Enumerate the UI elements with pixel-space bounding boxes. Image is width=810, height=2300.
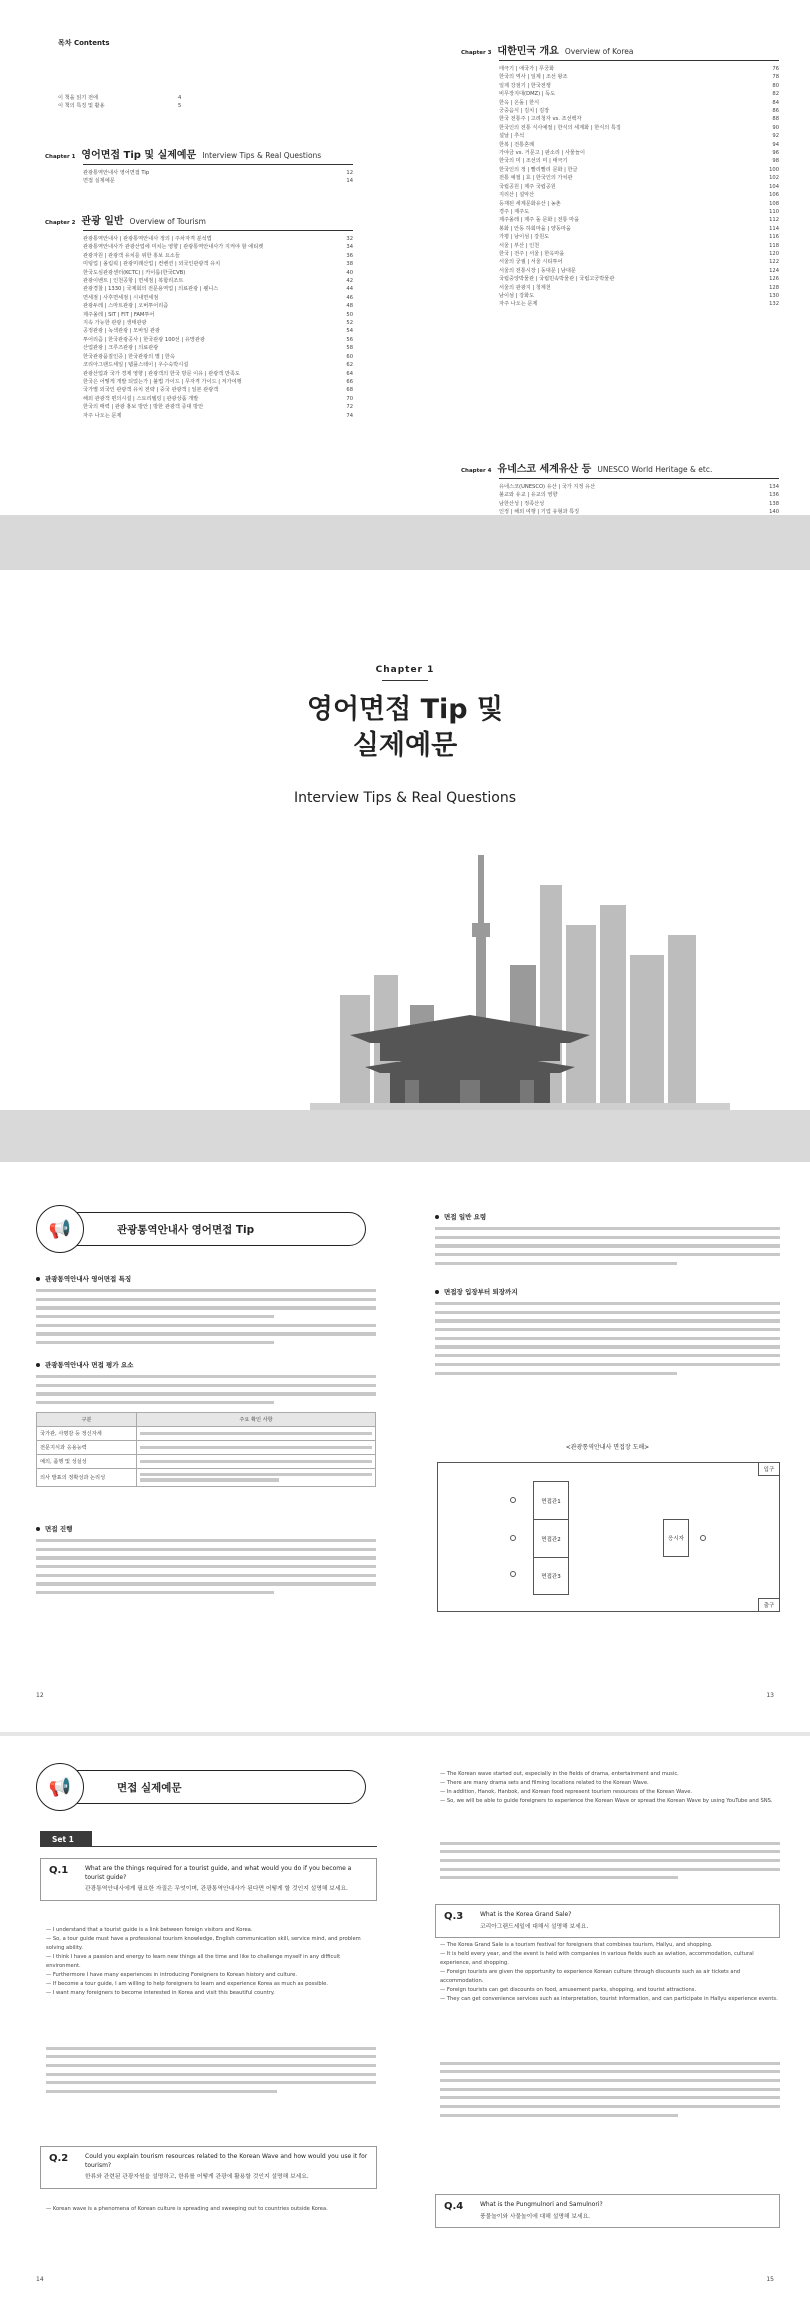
toc-entry[interactable]: 전통 예절 | 효 | 한국인의 가치관 102 bbox=[499, 175, 779, 182]
question-korean: 코리아그랜드세일에 대해서 설명해 보세요. bbox=[480, 1923, 589, 1930]
question-card bbox=[40, 1858, 377, 1901]
toc-intro bbox=[58, 94, 198, 111]
answer-line: — The Korea Grand Sale is a tourism festival for foreigners that combines tourism, Hallyu, and shopping. bbox=[440, 1942, 713, 1948]
answer-line: — In addition, Hanok, Hanbok, and Korean food represent tourism resources of the Korean Wave. bbox=[440, 1789, 693, 1795]
interview-room-diagram bbox=[437, 1462, 780, 1612]
page-gap bbox=[0, 1110, 810, 1162]
section bbox=[36, 1524, 376, 1600]
table-row: 전문지식과 응용능력 bbox=[37, 1441, 376, 1455]
question-korean: 풍물놀이와 사물놀이에 대해 설명해 보세요. bbox=[480, 2213, 591, 2220]
toc-entry[interactable]: 지속 가능한 관광 | 생태관광 52 bbox=[83, 320, 353, 327]
chapter-subtitle: Interview Tips & Real Questions bbox=[293, 790, 517, 806]
question-number: Q.4 bbox=[444, 2201, 464, 2212]
answer-line: — If become a tour guide, I am willing to help foreigners to learn and experience Korea as much as possible. bbox=[46, 1981, 328, 1987]
chapter-title-ko: 관광 일반 bbox=[81, 216, 124, 227]
answer-line: — I think I have a passion and energy to learn new things all the time and like to challenge myself in any difficult environment. bbox=[46, 1954, 341, 1969]
toc-entry[interactable]: 한국의 매력 | 관광 홍보 방안 | 방한 관광객 증대 방안 72 bbox=[83, 404, 353, 411]
toc-entry[interactable]: 이 책을 읽기 전에 4 bbox=[58, 95, 182, 101]
answer-line: — There are many drama sets and filming locations related to the Korean Wave. bbox=[440, 1780, 649, 1786]
toc-entry[interactable]: 한국인의 정 | 빨리빨리 문화 | 한글 100 bbox=[499, 166, 779, 173]
question-korean: 한류와 관련된 관광자원을 설명하고, 한류를 어떻게 관광에 활용할 것인지 설명해 보세요. bbox=[85, 2174, 309, 2180]
toc-entry[interactable]: 국가별 외국인 관광객 유치 전략 | 중국 관광객 | 일본 관광객 68 bbox=[83, 387, 353, 394]
toc-chapter1 bbox=[45, 146, 353, 186]
toc-entry[interactable]: 일제 강점기 | 한국전쟁 80 bbox=[499, 82, 779, 89]
toc-chapter4 bbox=[461, 460, 779, 517]
answer-korean bbox=[46, 2041, 376, 2099]
diagram-title: <관광통역안내사 면접장 도해> bbox=[565, 1444, 650, 1451]
question-number: Q.2 bbox=[49, 2153, 69, 2164]
megaphone-icon: 📢 bbox=[36, 1763, 84, 1811]
toc-entry[interactable]: 서울 | 부산 | 인천 118 bbox=[499, 242, 779, 249]
megaphone-icon: 📢 bbox=[36, 1205, 84, 1253]
chapter-title-en: Overview of Tourism bbox=[129, 217, 206, 226]
toc-entry[interactable]: 면접 실제예문 14 bbox=[83, 178, 353, 185]
toc-entry[interactable]: 한국은 어떻게 개발 되었는가 | 불법 가이드 | 무자격 가이드 | 저가여행 66 bbox=[83, 378, 353, 385]
chair-icon bbox=[510, 1497, 516, 1503]
page-number: 12 bbox=[36, 1692, 44, 1699]
toc-entry[interactable]: 제주올레 | SIT | FIT | FAM투어 50 bbox=[83, 311, 353, 318]
section-title: 면접 진행 bbox=[36, 1524, 376, 1533]
toc-entry[interactable]: 태극기 | 애국가 | 무궁화 76 bbox=[499, 66, 779, 72]
page-gap bbox=[0, 515, 810, 570]
chair-icon bbox=[700, 1535, 706, 1541]
toc-entry[interactable]: 관광두레 | 스마트관광 | 오버투어리즘 48 bbox=[83, 303, 353, 310]
entrance-label: 입구 bbox=[758, 1462, 780, 1476]
answer-line: — Korean wave is a phenomena of Korean culture is spreading and sweeping out to countries outside Korea. bbox=[46, 2206, 328, 2212]
toc-entry[interactable]: 한국인의 전통 식사예절 | 한식의 세계화 | 한식의 특징 90 bbox=[499, 124, 779, 131]
section bbox=[36, 1274, 376, 1350]
page-13 bbox=[405, 1162, 810, 1732]
toc-entry[interactable]: 관광통역안내사 | 관광통역안내사 정의 | 주차자격 분석법 32 bbox=[83, 236, 353, 242]
page-header-title: 면접 실제예문 bbox=[117, 1781, 182, 1794]
question-card bbox=[435, 1904, 780, 1938]
chapter-title-ko: 영어면접 Tip 및 실제예문 bbox=[81, 150, 197, 161]
toc-entry[interactable]: 경주 | 제주도 110 bbox=[499, 208, 779, 215]
toc-header: 목차 Contents bbox=[58, 39, 110, 47]
toc-left-page bbox=[0, 0, 405, 515]
answer-line: — Furthermore I have many experiences in introducing Foreigners to Korean history and culture. bbox=[46, 1972, 297, 1978]
answer-block bbox=[46, 1926, 376, 1998]
chapter-title-ko: 대한민국 개요 bbox=[497, 46, 559, 57]
answer-line: — Foreign tourists can get discounts on food, amusement parks, shopping, and tourist attractions. bbox=[440, 1987, 697, 1993]
chapter-number: Chapter 3 bbox=[461, 50, 492, 56]
interviewer-seat: 면접관2 bbox=[534, 1520, 568, 1558]
set-rule bbox=[92, 1846, 377, 1847]
page-14 bbox=[0, 1736, 405, 2300]
answer-line: — So, we will be able to guide foreigners to experience the Korean Wave or spread the Korean Wave by using YouTube and SNS. bbox=[440, 1798, 773, 1804]
answer-block bbox=[440, 1770, 780, 1806]
interviewer-desk bbox=[533, 1481, 569, 1595]
toc-chapter3 bbox=[461, 42, 779, 309]
toc-entry[interactable]: 관광자원 | 관광객 유치를 위한 홍보 요소들 36 bbox=[83, 252, 353, 259]
toc-entry[interactable]: 남이섬 | 강화도 130 bbox=[499, 292, 779, 299]
question-english: What are the things required for a tourist guide, and what would you do if you become a tourist guide? bbox=[85, 1865, 352, 1881]
toc-entry[interactable]: 관광통역안내사 영어면접 Tip 12 bbox=[83, 170, 353, 176]
chair-icon bbox=[510, 1571, 516, 1577]
answer-korean bbox=[440, 1836, 780, 1885]
toc-entry[interactable]: 한국의 미 | 조선의 미 | 태극기 98 bbox=[499, 158, 779, 165]
toc-entry[interactable]: 한국도심관광센터(KCTC) | 카이룸(한국CVB) 40 bbox=[83, 269, 353, 276]
toc-entry[interactable]: 한국관광품질인증 | 한국관광의 별 | 한옥 60 bbox=[83, 353, 353, 360]
toc-entry[interactable]: 한옥 | 온돌 | 한식 84 bbox=[499, 99, 779, 106]
question-english: Could you explain tourism resources related to the Korean Wave and how would you use it for tourism? bbox=[85, 2153, 368, 2169]
section bbox=[435, 1287, 780, 1380]
answer-line: — So, a tour guide must have a professional tourism knowledge, English communication skill, service mind, and problem solving ability. bbox=[46, 1936, 361, 1951]
section-title: 면접 일반 요령 bbox=[435, 1212, 780, 1221]
chapter-title-ko: 유네스코 세계유산 등 bbox=[497, 464, 592, 475]
page-header bbox=[36, 1770, 366, 1804]
paragraph-text bbox=[36, 1289, 376, 1344]
question-english: What is the Pungmulnori and Samulnori? bbox=[480, 2201, 603, 2208]
toc-entry[interactable]: 인정 | 해외 여행 | 기업 유형과 특징 140 bbox=[499, 509, 779, 516]
candidate-seat: 응시자 bbox=[663, 1519, 689, 1557]
chapter-number: Chapter 4 bbox=[461, 468, 492, 474]
table-row: 국가관, 사명감 등 정신자세 bbox=[37, 1427, 376, 1441]
chapter-opener-page bbox=[0, 570, 810, 1110]
chapter-number: Chapter 1 bbox=[45, 154, 76, 160]
page-number: 15 bbox=[766, 2276, 774, 2283]
question-english: What is the Korea Grand Sale? bbox=[480, 1911, 572, 1918]
toc-entry[interactable]: 해외 관광객 편의시설 | 스토리텔링 | 관광상품 개발 70 bbox=[83, 395, 353, 402]
answer-korean bbox=[440, 2056, 780, 2122]
chair-icon bbox=[510, 1535, 516, 1541]
interviewer-seat: 면접관3 bbox=[541, 1574, 561, 1580]
chapter-title: 영어면접 Tip 및 실제예문 bbox=[306, 694, 504, 761]
table-header: 주요 확인 사항 bbox=[137, 1413, 376, 1427]
question-number: Q.1 bbox=[49, 1865, 69, 1876]
question-korean: 관광통역안내사에게 필요한 자질은 무엇이며, 관광통역안내사가 된다면 어떻게 할 것인지 설명해 보세요. bbox=[85, 1886, 348, 1892]
toc-entry[interactable]: 지리산 | 설악산 106 bbox=[499, 192, 779, 199]
answer-line: — I want many foreigners to become interested in Korea and visit this beautiful country. bbox=[46, 1990, 275, 1996]
toc-entry[interactable]: 산업관광 | 크루즈관광 | 의료관광 58 bbox=[83, 345, 353, 352]
chapter-title-en: Interview Tips & Real Questions bbox=[202, 151, 322, 160]
toc-entry[interactable]: 설날 | 추석 92 bbox=[499, 133, 779, 140]
chapter-label: Chapter 1 bbox=[375, 665, 435, 675]
table-row: 의사 발표의 정확성과 논리성 bbox=[37, 1469, 376, 1486]
toc-entry[interactable]: 국립중앙박물관 | 국립민속박물관 | 국립고궁박물관 126 bbox=[499, 276, 779, 283]
toc-entry[interactable]: 유네스코(UNESCO) 유산 | 국가 지정 유산 134 bbox=[499, 484, 779, 490]
toc-entry[interactable]: 제주올레 | 제주 돌 문화 | 전통 마을 112 bbox=[499, 217, 779, 224]
toc-entry[interactable]: 국립공원 | 제주 국립공원 104 bbox=[499, 183, 779, 190]
toc-entry[interactable]: 봉화 | 안동 하회마을 | 양동마을 114 bbox=[499, 225, 779, 232]
toc-entry[interactable]: 관광경찰 | 1330 | 국제회의 전문용역업 | 의료관광 | 웰니스 44 bbox=[83, 286, 353, 293]
toc-entry[interactable]: 등재된 세계문화유산 | 농촌 108 bbox=[499, 200, 779, 207]
section-title: 관광통역안내사 면접 평가 요소 bbox=[36, 1360, 376, 1369]
answer-line: — The Korean wave started out, especially in the fields of drama, entertainment and music. bbox=[440, 1771, 679, 1777]
chapter-label-underline bbox=[382, 680, 428, 681]
toc-entry[interactable]: 미팅업 | 올림픽 | 관광미래산업 | 컨벤션 | 외국인관광객 유치 38 bbox=[83, 261, 353, 268]
section-title: 관광통역안내사 영어면접 특징 bbox=[36, 1274, 376, 1283]
table-row: 예의, 품행 및 성실성 bbox=[37, 1455, 376, 1469]
toc-entry[interactable]: 공정관광 | 녹색관광 | 모바일 관광 54 bbox=[83, 328, 353, 335]
toc-entry[interactable]: 서울의 전통시장 | 동대문 | 남대문 124 bbox=[499, 267, 779, 274]
toc-entry[interactable]: 관광이벤트 | 인천공항 | 면세점 | 복합리조트 42 bbox=[83, 278, 353, 285]
set-label: Set 1 bbox=[40, 1831, 92, 1847]
toc-entry[interactable]: 한복 | 전통혼례 94 bbox=[499, 141, 779, 148]
toc-entry[interactable]: 관광산업과 국가 경제 영향 | 관광객의 한국 방문 이유 | 관광객 만족도 64 bbox=[83, 370, 353, 377]
toc-entry[interactable]: 코리아그랜드세일 | 템플스테이 | 우수숙박시설 62 bbox=[83, 362, 353, 369]
answer-line: — Foreign tourists are given the opportunity to experience Korean culture through discounts such as air tickets and accommodation. bbox=[440, 1969, 741, 1984]
toc-entry[interactable]: 한국 | 전주 | 서울 | 한옥마을 120 bbox=[499, 250, 779, 257]
chapter-title-en: Overview of Korea bbox=[564, 47, 634, 56]
question-card bbox=[40, 2146, 377, 2189]
page-number: 14 bbox=[36, 2276, 44, 2283]
answer-line: — It is held every year, and the event is held with companies in various fields such as aviation, accommodation, cultural experience, and shopping. bbox=[440, 1951, 754, 1966]
toc-entry[interactable]: 관광통역안내사가 관광산업에 미치는 영향 | 관광통역안내사가 지켜야 할 에티켓 34 bbox=[83, 244, 353, 251]
toc-entry[interactable]: 이 책의 특징 및 활용 5 bbox=[58, 103, 182, 110]
toc-entry[interactable]: 궁중음식 | 김치 | 김장 86 bbox=[499, 108, 779, 115]
section-title: 면접장 입장부터 퇴장까지 bbox=[435, 1287, 780, 1296]
chapter-number: Chapter 2 bbox=[45, 220, 76, 226]
seoul-skyline-illustration bbox=[310, 845, 730, 1110]
page-number: 13 bbox=[766, 1692, 774, 1699]
question-card bbox=[435, 2194, 780, 2228]
toc-entry[interactable]: 가평 | 남이섬 | 강원도 116 bbox=[499, 234, 779, 241]
section bbox=[435, 1212, 780, 1270]
toc-entry[interactable]: 가야금 vs. 거문고 | 판소리 | 사물놀이 96 bbox=[499, 150, 779, 157]
toc-entry[interactable]: 불교와 유교 | 유교의 영향 136 bbox=[499, 492, 779, 499]
page-header-title: 관광통역안내사 영어면접 Tip bbox=[117, 1223, 255, 1236]
toc-right-page bbox=[405, 0, 810, 515]
toc-entry[interactable]: 한국 전통주 | 고려청자 vs. 조선백자 88 bbox=[499, 116, 779, 123]
toc-entry[interactable]: 비무장지대(DMZ) | 독도 82 bbox=[499, 91, 779, 98]
answer-line: — I understand that a tourist guide is a link between foreign visitors and Korea. bbox=[46, 1927, 253, 1933]
toc-entry[interactable]: 면세점 | 사후면세점 | 시내면세점 46 bbox=[83, 294, 353, 301]
page-15 bbox=[405, 1736, 810, 2300]
toc-entry[interactable]: 남한산성 | 정족산성 138 bbox=[499, 500, 779, 507]
answer-block bbox=[440, 1941, 780, 2004]
toc-entry[interactable]: 한국의 역사 | 일제 | 조선 왕조 78 bbox=[499, 74, 779, 81]
evaluation-table bbox=[36, 1412, 376, 1486]
page-header bbox=[36, 1212, 366, 1246]
toc-chapter2 bbox=[45, 212, 353, 420]
toc-entry[interactable]: 자주 나오는 문제 132 bbox=[499, 301, 779, 308]
toc-entry[interactable]: 서울의 궁궐 | 서울 시티투어 122 bbox=[499, 259, 779, 266]
table-header: 구분 bbox=[37, 1413, 137, 1427]
page-12 bbox=[0, 1162, 405, 1732]
exit-label: 출구 bbox=[758, 1598, 780, 1612]
question-number: Q.3 bbox=[444, 1911, 464, 1922]
answer-line: — They can get convenience services such as interpretation, tourist information, and can participate in Hallyu experience events. bbox=[440, 1996, 778, 2002]
interviewer-seat: 면접관1 bbox=[534, 1482, 568, 1520]
chapter-title-en: UNESCO World Heritage & etc. bbox=[597, 465, 713, 474]
toc-entry[interactable]: 투어리즘 | 한국관광공사 | 한국관광 100선 | 유망관광 56 bbox=[83, 336, 353, 343]
toc-entry[interactable]: 서울의 관광지 | 청계천 128 bbox=[499, 284, 779, 291]
toc-entry[interactable]: 자주 나오는 문제 74 bbox=[83, 412, 353, 419]
section bbox=[36, 1360, 376, 1487]
